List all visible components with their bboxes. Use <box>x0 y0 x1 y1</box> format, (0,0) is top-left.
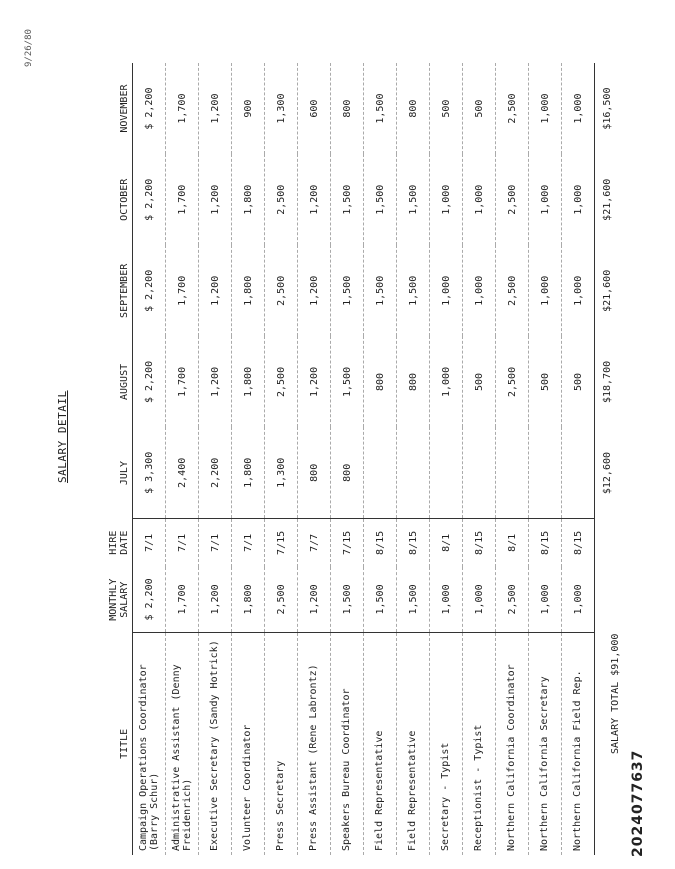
row-september: 1,000 <box>463 245 496 336</box>
header-month: AUGUST <box>82 336 133 427</box>
row-october: 1,000 <box>562 154 595 245</box>
row-hire-date: 8/15 <box>463 519 496 567</box>
row-title: Northern California Field Rep. <box>562 633 595 855</box>
row-august: 500 <box>463 336 496 427</box>
row-july <box>430 428 463 519</box>
row-october: 1,700 <box>166 154 199 245</box>
row-title: Press Secretary <box>265 633 298 855</box>
row-september: 1,500 <box>397 245 430 336</box>
row-november: $ 2,200 <box>133 63 166 154</box>
row-october: 1,500 <box>331 154 364 245</box>
row-july: 2,200 <box>199 428 232 519</box>
row-monthly-salary: 1,000 <box>430 567 463 633</box>
row-title: Press Assistant (Rene Labrontz) <box>298 633 331 855</box>
row-monthly-salary: 1,500 <box>331 567 364 633</box>
row-hire-date: 7/7 <box>298 519 331 567</box>
row-august: 800 <box>397 336 430 427</box>
row-title: Secretary - Typist <box>430 633 463 855</box>
row-july: 800 <box>331 428 364 519</box>
row-title: Campaign Operations Coordinator (Barry Schur) <box>133 633 166 855</box>
row-october: $ 2,200 <box>133 154 166 245</box>
total-november: $16,500 <box>595 63 620 154</box>
row-monthly-salary: 1,200 <box>199 567 232 633</box>
row-title: Executive Secretary (Sandy Hotrick) <box>199 633 232 855</box>
row-september: 2,500 <box>265 245 298 336</box>
table-row <box>463 63 496 855</box>
row-august: 500 <box>529 336 562 427</box>
row-september: 1,500 <box>364 245 397 336</box>
row-november: 800 <box>331 63 364 154</box>
header-monthly-salary: MONTHLY SALARY <box>82 567 133 633</box>
row-title: Field Representative <box>364 633 397 855</box>
row-july: 1,800 <box>232 428 265 519</box>
row-july <box>562 428 595 519</box>
row-november: 1,700 <box>166 63 199 154</box>
header-hire-date: HIRE DATE <box>82 519 133 567</box>
row-hire-date: 8/15 <box>529 519 562 567</box>
row-monthly-salary: 1,000 <box>529 567 562 633</box>
total-august: $18,700 <box>595 336 620 427</box>
row-hire-date: 8/1 <box>430 519 463 567</box>
row-hire-date: 7/1 <box>232 519 265 567</box>
total-september: $21,600 <box>595 245 620 336</box>
row-july: 1,300 <box>265 428 298 519</box>
totals-spacer <box>595 567 620 633</box>
row-monthly-salary: 1,700 <box>166 567 199 633</box>
row-november: 2,500 <box>496 63 529 154</box>
row-monthly-salary: 1,200 <box>298 567 331 633</box>
row-july <box>463 428 496 519</box>
row-hire-date: 8/1 <box>496 519 529 567</box>
row-august: 1,800 <box>232 336 265 427</box>
row-september: 1,700 <box>166 245 199 336</box>
row-october: 2,500 <box>496 154 529 245</box>
row-august: 1,500 <box>331 336 364 427</box>
row-september: 1,500 <box>331 245 364 336</box>
row-november: 600 <box>298 63 331 154</box>
header-month: NOVEMBER <box>82 63 133 154</box>
row-hire-date: 7/1 <box>166 519 199 567</box>
row-title: Volunteer Coordinator <box>232 633 265 855</box>
row-september: 2,500 <box>496 245 529 336</box>
row-hire-date: 8/15 <box>397 519 430 567</box>
row-september: 1,800 <box>232 245 265 336</box>
row-title: Receptionist - Typist <box>463 633 496 855</box>
row-november: 800 <box>397 63 430 154</box>
row-monthly-salary: $ 2,200 <box>133 567 166 633</box>
totals-spacer <box>595 519 620 567</box>
row-monthly-salary: 2,500 <box>265 567 298 633</box>
row-august: 1,200 <box>199 336 232 427</box>
row-monthly-salary: 1,500 <box>364 567 397 633</box>
row-august: 1,700 <box>166 336 199 427</box>
table-row <box>199 63 232 855</box>
header-title: TITLE <box>82 633 133 855</box>
row-august: 1,000 <box>430 336 463 427</box>
row-october: 1,800 <box>232 154 265 245</box>
row-july <box>529 428 562 519</box>
row-july: 800 <box>298 428 331 519</box>
table-row <box>562 63 595 855</box>
table-row <box>529 63 562 855</box>
document-number: 2024077637 <box>630 749 646 857</box>
row-monthly-salary: 1,500 <box>397 567 430 633</box>
date-stamp: 9/26/80 <box>24 29 34 67</box>
row-november: 500 <box>430 63 463 154</box>
row-july: $ 3,300 <box>133 428 166 519</box>
row-october: 1,500 <box>364 154 397 245</box>
table-row <box>397 63 430 855</box>
header-row <box>82 63 133 855</box>
table-row <box>133 63 166 855</box>
salary-total: SALARY TOTAL $91,000 <box>610 633 621 754</box>
row-hire-date: 7/1 <box>133 519 166 567</box>
row-november: 1,000 <box>562 63 595 154</box>
row-july: 2,400 <box>166 428 199 519</box>
row-title: Administrative Assistant (Denny Freidenrich) <box>166 633 199 855</box>
row-september: 1,000 <box>529 245 562 336</box>
row-september: 1,000 <box>430 245 463 336</box>
row-monthly-salary: 1,800 <box>232 567 265 633</box>
row-august: 500 <box>562 336 595 427</box>
row-august: 800 <box>364 336 397 427</box>
table-row <box>430 63 463 855</box>
salary-table <box>82 63 619 855</box>
row-hire-date: 7/1 <box>199 519 232 567</box>
row-november: 900 <box>232 63 265 154</box>
row-october: 1,200 <box>199 154 232 245</box>
row-title: Northern California Secretary <box>529 633 562 855</box>
table-row <box>298 63 331 855</box>
row-october: 1,000 <box>529 154 562 245</box>
row-october: 2,500 <box>265 154 298 245</box>
row-september: 1,200 <box>298 245 331 336</box>
row-november: 1,200 <box>199 63 232 154</box>
table-row <box>364 63 397 855</box>
row-october: 1,000 <box>463 154 496 245</box>
row-october: 1,500 <box>397 154 430 245</box>
row-october: 1,000 <box>430 154 463 245</box>
row-august: $ 2,200 <box>133 336 166 427</box>
row-july <box>364 428 397 519</box>
row-title: Northern California Coordinator <box>496 633 529 855</box>
table-row <box>331 63 364 855</box>
row-hire-date: 8/15 <box>364 519 397 567</box>
table-row <box>166 63 199 855</box>
row-october: 1,200 <box>298 154 331 245</box>
row-november: 1,300 <box>265 63 298 154</box>
total-july: $12,600 <box>595 428 620 519</box>
header-month: OCTOBER <box>82 154 133 245</box>
row-august: 1,200 <box>298 336 331 427</box>
row-title: Speakers Bureau Coordinator <box>331 633 364 855</box>
row-hire-date: 7/15 <box>265 519 298 567</box>
row-november: 500 <box>463 63 496 154</box>
header-month: SEPTEMBER <box>82 245 133 336</box>
table-row <box>265 63 298 855</box>
row-november: 1,500 <box>364 63 397 154</box>
row-september: $ 2,200 <box>133 245 166 336</box>
document-title: SALARY DETAIL <box>56 390 69 483</box>
row-july <box>496 428 529 519</box>
row-september: 1,200 <box>199 245 232 336</box>
row-august: 2,500 <box>496 336 529 427</box>
row-title: Field Representative <box>397 633 430 855</box>
row-hire-date: 8/15 <box>562 519 595 567</box>
header-month: JULY <box>82 428 133 519</box>
row-monthly-salary: 1,000 <box>562 567 595 633</box>
table-row <box>232 63 265 855</box>
row-august: 2,500 <box>265 336 298 427</box>
row-monthly-salary: 2,500 <box>496 567 529 633</box>
total-october: $21,600 <box>595 154 620 245</box>
row-hire-date: 7/15 <box>331 519 364 567</box>
row-november: 1,000 <box>529 63 562 154</box>
row-july <box>397 428 430 519</box>
row-monthly-salary: 1,000 <box>463 567 496 633</box>
table-row <box>496 63 529 855</box>
row-september: 1,000 <box>562 245 595 336</box>
